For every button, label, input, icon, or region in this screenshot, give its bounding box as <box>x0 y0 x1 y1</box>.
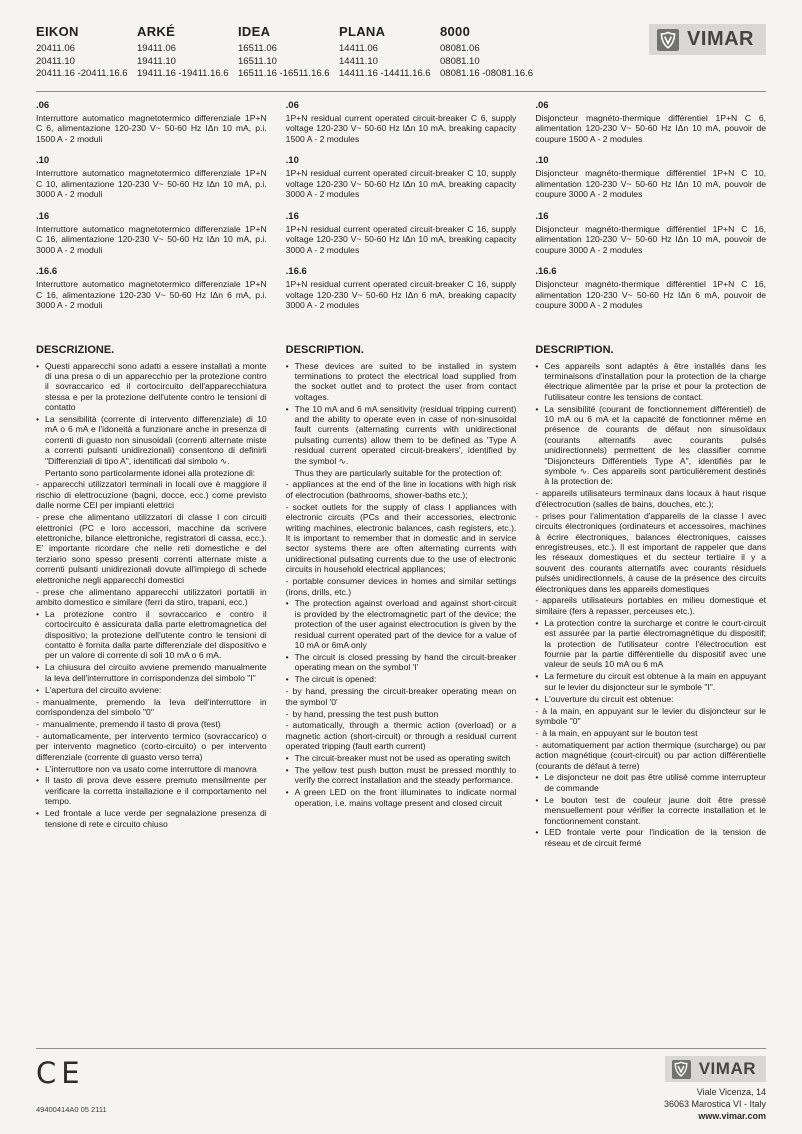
description-text: prises pour l'alimentation d'appareils de la classe I avec circuits électroniques (ordinateurs et accessoires, machines à écrire électroniques, balances électroniques, caisses enregistreuses, etc.). Il est important de rappeler que dans les réseaux domestiques et du secteur tertiaire il y a souvent des courants alternatifs avec courants résiduels pulsés unidirectionnels, à cause de la présence des circuits électroniques dans les appareils domestiques <box>535 510 767 594</box>
description-item <box>535 618 766 670</box>
description-item <box>286 753 517 763</box>
description-text: automatiquement par action thermique (surcharge) ou par action magnétique (court-circuit) ou par action différentielle (courants de défaut à terre) <box>535 739 767 771</box>
variant-code: .06 <box>285 99 299 111</box>
variant-column-en <box>286 100 517 322</box>
description-text: manualmente, premendo il tasto di prova (test) <box>42 718 221 729</box>
description-text: La sensibilità (corrente di intervento differenziale) di 10 mA o 6 mA e l'idoneità a funzionare anche in presenza di correnti di guasto non sinusoidali (correnti alternate miste a correnti pulsanti unidirezionali) consentono di definirli "Differenziali di tipo A", identificati dal simbolo ∿. <box>45 414 267 466</box>
vimar-logo-text: VIMAR <box>687 28 754 50</box>
document-code: 49400414A0 05 2111 <box>36 1105 107 1114</box>
list-marker-icon: • <box>285 753 289 764</box>
description-item <box>535 361 766 403</box>
variant-code: .06 <box>36 99 50 111</box>
ce-mark: CE <box>36 1056 85 1090</box>
variant-description: Interruttore automatico magnetotermico differenziale 1P+N C 16, alimentazione 120-230 V~ 50-60 Hz IΔn 10 mA, p.i. 3000 A - 2 moduli <box>36 223 267 255</box>
footer <box>36 1048 766 1122</box>
variant-columns <box>36 100 766 322</box>
description-item <box>36 662 267 683</box>
product-code: 16511.16 -16511.16.6 <box>238 68 330 79</box>
product-code: 08081.16 -08081.16.6 <box>440 68 533 79</box>
list-marker-icon: - <box>285 708 289 719</box>
list-marker-icon: • <box>535 693 539 704</box>
product-code: 08081.06 <box>440 43 480 54</box>
description-item <box>535 706 766 727</box>
description-item <box>286 576 517 597</box>
variant-block <box>535 211 766 256</box>
list-marker-icon: • <box>36 414 40 425</box>
product-code: 20411.16 -20411.16.6 <box>36 68 128 79</box>
description-text: à la main, en appuyant sur le bouton test <box>542 727 698 738</box>
variant-code: .16.6 <box>535 266 557 277</box>
list-marker-icon: • <box>36 775 40 786</box>
list-marker-icon: • <box>285 360 289 371</box>
product-columns <box>36 24 541 81</box>
description-text: automaticamente, per intervento termico (sovraccarico) o per intervento magnetico (corto-circuito) o per intervento differenziale (corrente di guasto verso terra) <box>36 730 267 762</box>
description-item <box>286 404 517 466</box>
product-column <box>137 24 238 81</box>
product-column <box>440 24 541 81</box>
list-marker-icon: - <box>535 510 539 521</box>
description-item <box>286 598 517 650</box>
series-name: ARKÉ <box>137 24 176 39</box>
variant-description: 1P+N residual current operated circuit-breaker C 16, supply voltage 120-230 V~ 50-60 Hz IΔn 10 mA, breaking capacity 3000 A - 2 modules <box>285 223 517 255</box>
description-item <box>36 468 267 478</box>
description-item <box>535 595 766 616</box>
variant-description: Disjoncteur magnéto-thermique différentiel 1P+N C 6, alimentation 120-230 V~ 50-60 Hz IΔn 10 mA, pouvoir de coupure 1500 A - 2 modules <box>535 112 767 144</box>
variant-description: Disjoncteur magnéto-thermique différentiel 1P+N C 16, alimentation 120-230 V~ 50-60 Hz IΔn 10 mA, pouvoir de coupure 3000 A - 2 modules <box>535 223 767 255</box>
variant-description: 1P+N residual current operated circuit-breaker C 16, supply voltage 120-230 V~ 50-60 Hz IΔn 6 mA, breaking capacity 3000 A - 2 modules <box>285 279 517 310</box>
list-marker-icon: - <box>285 479 289 490</box>
list-marker-icon: • <box>285 787 289 798</box>
variant-block <box>36 266 267 311</box>
description-title: DESCRIPTION. <box>285 343 364 356</box>
description-text: à la main, en appuyant sur le levier du disjoncteur sur le symbole "0" <box>535 705 767 726</box>
variant-column-it <box>36 100 267 322</box>
product-code: 14411.10 <box>339 55 378 67</box>
description-text: appareils utilisateurs terminaux dans locaux à haut risque d'électrocution (salles de bains, douches, etc.); <box>535 488 767 509</box>
variant-code: .16 <box>36 210 50 222</box>
variant-code: .10 <box>36 155 50 166</box>
list-marker-icon: • <box>535 360 539 371</box>
series-name: EIKON <box>36 24 79 39</box>
vimar-logo <box>649 24 766 55</box>
description-item <box>535 740 766 771</box>
description-text: appareils utilisateurs portables en milieu domestique et similaire (fers à repasser, perceuses etc.). <box>535 595 767 616</box>
description-text: The circuit is closed pressing by hand the circuit-breaker operating mean on the symbol 'I' <box>294 651 517 673</box>
description-text: The circuit-breaker must not be used as operating switch <box>294 753 511 764</box>
product-code: 14411.16 -14411.16.6 <box>339 68 431 79</box>
description-item <box>36 719 267 729</box>
list-marker-icon: - <box>36 479 39 490</box>
variant-description: Interruttore automatico magnetotermico differenziale 1P+N C 16, alimentazione 120-230 V~ 50-60 Hz IΔn 6 mA, p.i. 3000 A - 2 moduli <box>36 279 267 310</box>
list-marker-icon: - <box>535 705 539 716</box>
description-text: Pertanto sono particolarmente idonei alla protezione di: <box>45 467 256 478</box>
list-marker-icon: - <box>535 739 539 750</box>
description-item <box>535 488 766 509</box>
description-item <box>36 808 267 829</box>
list-marker-icon: • <box>285 651 289 662</box>
list-marker-icon: - <box>36 718 39 729</box>
list-marker-icon: - <box>285 720 289 731</box>
description-item <box>286 709 517 719</box>
list-marker-icon: - <box>36 730 39 741</box>
description-column-it <box>36 344 267 850</box>
description-item <box>535 404 766 487</box>
description-item <box>286 787 517 808</box>
variant-description: Interruttore automatico magnetotermico differenziale 1P+N C 10, alimentazione 120-230 V~ 50-60 Hz IΔn 10 mA, p.i. 3000 A - 2 moduli <box>36 168 267 199</box>
description-item <box>535 827 766 848</box>
list-marker-icon: - <box>36 696 39 707</box>
variant-code: .06 <box>535 99 549 111</box>
product-column <box>339 24 440 81</box>
product-code: 16511.10 <box>238 55 277 67</box>
variant-block <box>36 100 267 145</box>
description-item <box>535 772 766 793</box>
product-code: 20411.06 <box>36 43 75 54</box>
list-marker-icon: • <box>36 662 40 673</box>
product-code: 19411.16 -19411.16.6 <box>137 68 229 79</box>
list-marker-icon: • <box>535 827 539 838</box>
variant-code: .10 <box>535 155 549 166</box>
description-text: automatically, through a thermic action (overload) or a magnetic action (short-circuit) or through a residual current operated tripping (fault earth current) <box>285 720 517 752</box>
list-marker-icon: • <box>285 403 289 414</box>
description-item <box>535 671 766 692</box>
description-text: La sensibilité (courant de fonctionnement différentiel) de 10 mA ou 6 mA et la capacité de fonctionner même en présence de courants de défaut non sinusoïdaux (courants alternatifs avec courants pulsés unidirectionnels) permettent de les classifier comme "Disjoncteurs Différentiels Type A", identifiés par le symbole ∿. Ces appareils sont particulièrement destinés à la protection de: <box>544 403 767 487</box>
list-marker-icon: • <box>535 617 539 628</box>
list-marker-icon: • <box>285 674 289 685</box>
description-text: manualmente, premendo la leva dell'interruttore in corrispondenza del simbolo "0" <box>36 696 267 717</box>
list-marker-icon: • <box>535 794 539 805</box>
list-marker-icon: - <box>285 501 289 512</box>
list-marker-icon: • <box>285 598 289 609</box>
description-item <box>286 361 517 403</box>
list-marker-icon: • <box>36 763 40 774</box>
list-marker-icon: - <box>285 686 289 697</box>
vimar-logo-text: VIMAR <box>698 1059 756 1078</box>
description-text: appliances at the end of the line in locations with high risk of electrocution (bathrooms, shower-baths etc.); <box>285 479 517 500</box>
description-text: Le disjoncteur ne doit pas être utilisé comme interrupteur de commande <box>544 772 767 793</box>
vimar-shield-icon <box>672 1060 691 1079</box>
variant-description: Interruttore automatico magnetotermico differenziale 1P+N C 6, alimentazione 120-230 V~ 50-60 Hz IΔn 10 mA, p.i. 1500 A - 2 moduli <box>36 112 267 144</box>
variant-block <box>36 211 267 256</box>
variant-block <box>286 100 517 145</box>
description-text: by hand, pressing the circuit-breaker operating mean on the symbol '0' <box>285 686 517 707</box>
description-text: prese che alimentano apparecchi utilizzatori portatili in ambito domestico e similare (ferri da stiro, trapani, ecc.) <box>36 586 267 607</box>
description-text: La protezione contro il sovraccarico e contro il cortocircuito è assicurata dalla parte elettromagnetica del dispositivo; la protezione dell'utente contro le tensioni di contatto è fornita dalla parte differenziale del dispositivo e per un valore di corrente di soli 10 mA o 6 mA. <box>45 608 267 661</box>
description-item <box>36 361 267 413</box>
description-item <box>36 414 267 466</box>
product-column <box>238 24 339 81</box>
series-name: IDEA <box>238 24 271 39</box>
description-item <box>286 652 517 673</box>
description-item <box>36 479 267 510</box>
variant-description: 1P+N residual current operated circuit-breaker C 10, supply voltage 120-230 V~ 50-60 Hz IΔn 10 mA, breaking capacity 3000 A - 2 modules <box>285 168 517 199</box>
description-item <box>535 728 766 738</box>
description-item <box>36 731 267 762</box>
description-item <box>286 720 517 751</box>
description-item <box>36 609 267 661</box>
list-marker-icon: - <box>535 595 539 606</box>
description-item <box>286 765 517 786</box>
description-text: A green LED on the front illuminates to indicate normal operation, i.e. mains voltage present and closed circuit <box>294 787 517 808</box>
footer-left <box>36 1056 107 1114</box>
variant-block <box>535 100 766 145</box>
product-code: 16511.06 <box>238 43 277 54</box>
product-column <box>36 24 137 81</box>
list-marker-icon: • <box>36 808 40 819</box>
description-title: DESCRIZIONE. <box>36 343 115 356</box>
description-text: La chiusura del circuito avviene premendo manualmente la leva dell'interruttore in corrispondenza del simbolo "I" <box>45 662 267 683</box>
description-item <box>36 685 267 695</box>
list-marker-icon: • <box>36 608 40 619</box>
variant-block <box>535 266 766 311</box>
description-text: These devices are suited to be installed in system terminations to protect the electrical load supplied from the socket outlet and to protect the user from contact voltages. <box>294 360 517 402</box>
header <box>36 0 766 92</box>
description-text: Questi apparecchi sono adatti a essere installati a monte di una presa o di un apparecchio per la protezione contro il sovraccarico ed il cortocircuito dell'apparecchiatura stessa e per la protezione dell'utente contro le tensioni di contatto <box>45 360 267 413</box>
list-marker-icon: - <box>36 512 39 523</box>
description-columns <box>36 344 766 850</box>
variant-description: Disjoncteur magnéto-thermique différentiel 1P+N C 10, alimentation 120-230 V~ 50-60 Hz IΔn 10 mA, pouvoir de coupure 3000 A - 2 modules <box>535 168 767 199</box>
variant-block <box>535 155 766 200</box>
description-text: by hand, pressing the test push button <box>292 708 439 719</box>
product-code: 08081.10 <box>440 55 480 67</box>
description-item <box>36 587 267 608</box>
description-text: L'interruttore non va usato come interruttore di manovra <box>45 763 257 774</box>
description-text: Il tasto di prova deve essere premuto mensilmente per verificare la corretta installazione e il comportamento nel tempo. <box>45 775 267 807</box>
list-marker-icon: - <box>535 727 539 738</box>
description-text: The yellow test push button must be pressed monthly to verify the correct installation and the steady performance. <box>294 765 517 786</box>
variant-description: Disjoncteur magnéto-thermique différentiel 1P+N C 16, alimentation 120-230 V~ 50-60 Hz IΔn 6 mA, pouvoir de coupure 3000 A - 2 modules <box>535 279 767 310</box>
description-text: Thus they are particularly suitable for the protection of: <box>294 467 502 478</box>
variant-description: 1P+N residual current operated circuit-breaker C 6, supply voltage 120-230 V~ 50-60 Hz IΔn 10 mA, breaking capacity 1500 A - 2 modules <box>285 112 517 144</box>
series-name: PLANA <box>339 24 386 39</box>
description-item <box>535 694 766 704</box>
variant-block <box>286 266 517 311</box>
description-text: The circuit is opened: <box>294 674 377 685</box>
description-item <box>36 775 267 806</box>
description-item <box>286 502 517 575</box>
description-item <box>36 764 267 774</box>
description-item <box>36 697 267 718</box>
vimar-logo-footer <box>665 1056 766 1082</box>
description-item <box>535 795 766 826</box>
variant-column-fr <box>535 100 766 322</box>
description-item <box>286 674 517 684</box>
variant-block <box>36 155 267 200</box>
address-line-2: 36063 Marostica VI - Italy <box>663 1099 766 1109</box>
product-code: 19411.10 <box>137 55 176 67</box>
product-code: 20411.10 <box>36 55 75 67</box>
description-text: portable consumer devices in homes and similar settings (irons, drills, etc.) <box>285 576 517 597</box>
description-text: La fermeture du circuit est obtenue à la main en appuyant sur le levier du disjoncteur sur le symbole "I". <box>544 671 767 692</box>
description-item <box>535 511 766 594</box>
list-marker-icon: • <box>535 671 539 682</box>
description-text: Led frontale a luce verde per segnalazione presenza di tensione di rete e circuito chiuso <box>45 808 267 829</box>
description-text: L'ouverture du circuit est obtenue: <box>544 693 674 704</box>
description-title: DESCRIPTION. <box>535 343 614 356</box>
variant-block <box>286 155 517 200</box>
address-line-1: Viale Vicenza, 14 <box>696 1087 766 1097</box>
description-text: The protection against overload and against short-circuit is provided by the electromagnetic part of the device; the protection of the user against electrocution is given by the residual current operated part of the device for a value of 10 mA or 6mA only <box>294 598 517 651</box>
description-column-fr <box>535 344 766 850</box>
product-code: 19411.06 <box>137 43 176 54</box>
description-column-en <box>286 344 517 850</box>
list-marker-icon: • <box>535 403 539 414</box>
list-marker-icon: - <box>535 488 539 499</box>
description-text: The 10 mA and 6 mA sensitivity (residual tripping current) and the ability to operate even in case of non-sinusoidal fault currents (alternating currents with unidirectional pulsating currents) allow them to be defined as 'Type A residual current operated circuit-breakers', identified by the symbol ∿. <box>294 403 517 466</box>
list-marker-icon: • <box>36 360 40 371</box>
description-item <box>286 686 517 707</box>
description-item <box>286 468 517 478</box>
series-name: 8000 <box>440 24 471 39</box>
description-text: Le bouton test de couleur jaune doit être pressé mensuellement pour vérifier la correcte installation et le fonctionnement constant. <box>544 794 767 826</box>
list-marker-icon: • <box>285 765 289 776</box>
description-item <box>36 512 267 585</box>
description-text: Ces appareils sont adaptés à être installés dans les terminaisons d'installation pour la protection de la charge électrique alimentée par la prise et pour la protection de l'utilisateur contre les tensions de contact. <box>544 360 767 402</box>
list-marker-icon: • <box>36 684 40 695</box>
variant-code: .16 <box>285 210 299 222</box>
description-item <box>286 479 517 500</box>
product-code: 14411.06 <box>339 43 378 54</box>
description-text: La protection contre la surcharge et contre le court-circuit est assurée par la partie électromagnétique du dispositif; la protection de l'utilisateur contre l'électrocution est fournie par la partie différentielle du dispositif avec une valeur de seuls 10 mA ou 6 mA <box>544 617 767 670</box>
variant-code: .16.6 <box>36 266 58 277</box>
variant-code: .16.6 <box>285 266 307 277</box>
footer-right <box>664 1056 766 1122</box>
description-text: apparecchi utilizzatori terminali in locali ove è maggiore il rischio di elettrocuzione (bagni, docce, ecc.) come previsto dalle norme CEI per impianti elettrici <box>36 479 267 511</box>
variant-code: .16 <box>535 210 549 222</box>
vimar-shield-icon <box>657 29 679 51</box>
variant-code: .10 <box>285 155 299 166</box>
variant-block <box>286 211 517 256</box>
list-marker-icon: - <box>285 576 289 587</box>
description-text: LED frontale verte pour l'indication de la tension de réseau et de circuit fermé <box>544 827 767 848</box>
list-marker-icon: • <box>535 772 539 783</box>
list-marker-icon: - <box>36 586 39 597</box>
description-text: socket outlets for the supply of class I appliances with electronic circuits (PCs and their accessories, electronic writing machines, electronic balances, cash registers, etc.). It is important to remember that in domestic and in service sector systems there are often alternating currents with unidirectional pulsating currents due to the use of electronic circuits in household electrical appliances; <box>285 501 517 575</box>
description-text: L'apertura del circuito avviene: <box>45 684 162 695</box>
website-url: www.vimar.com <box>698 1111 766 1121</box>
description-text: prese che alimentano utilizzatori di classe I con circuiti elettronici (PC e loro accessori, macchine da scrivere elettroniche, bilance elettroniche, registratori di cassa, ecc.). E' importante ricordare che nelle reti domestiche e del terziario sono spesso presenti correnti alternate miste a correnti pulsanti unidirezionali dovute all'impiego di schede elettroniche negli apparecchi domestici <box>36 512 267 585</box>
